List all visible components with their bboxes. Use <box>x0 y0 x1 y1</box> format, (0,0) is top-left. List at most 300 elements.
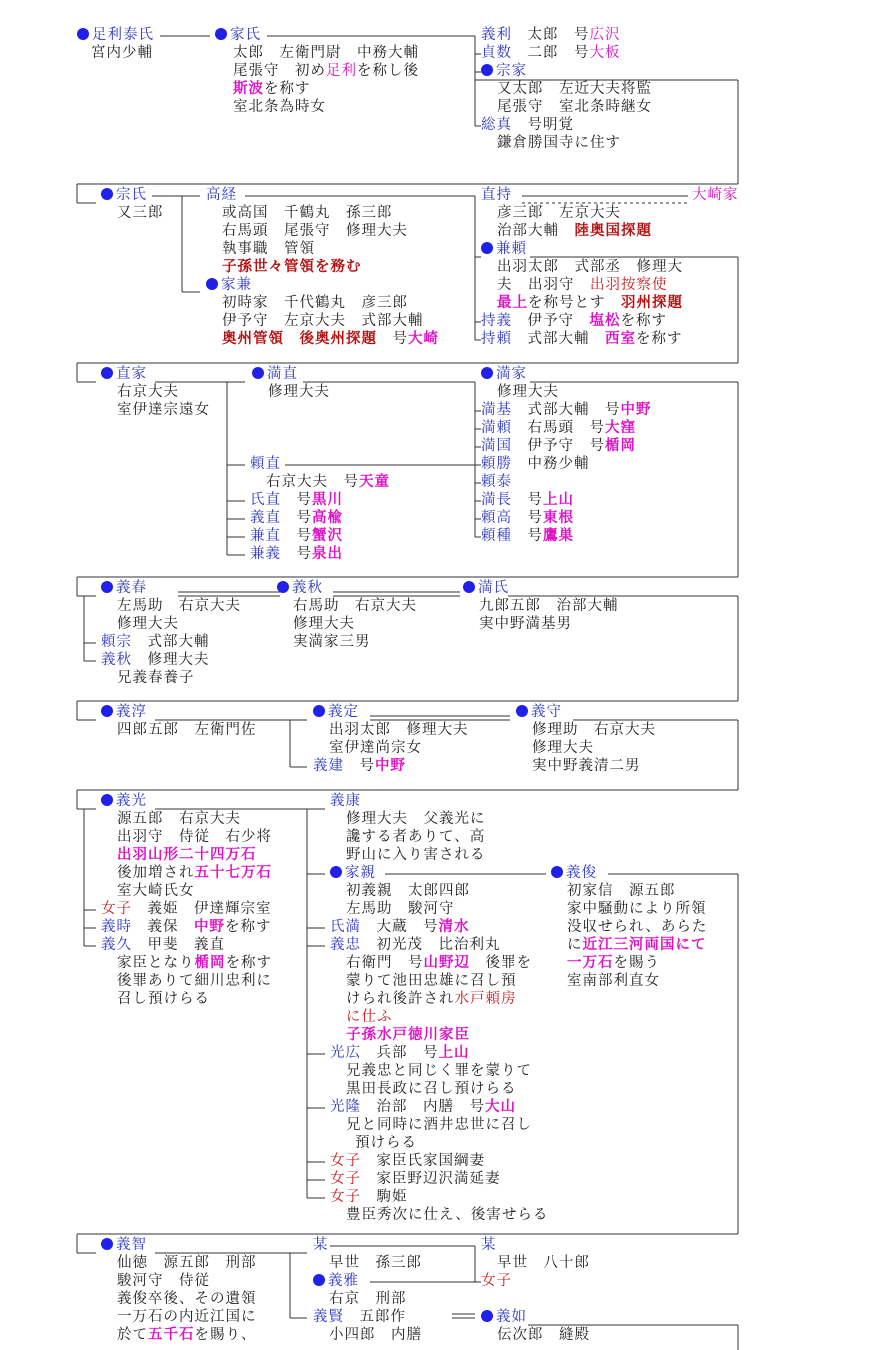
tree-entry <box>117 670 195 687</box>
entry-text: 彦三郎 左京大夫 <box>497 205 621 221</box>
entry-text: 東根 <box>543 510 574 526</box>
tree-entry <box>215 27 261 44</box>
tree-entry <box>346 829 485 846</box>
entry-text: を賜う <box>613 955 660 971</box>
entry-text: 源五郎 右京大夫 <box>117 811 241 827</box>
tree-entry <box>252 366 298 383</box>
entry-text: 初光茂 比治利丸 <box>361 937 501 953</box>
tree-entry <box>233 63 419 80</box>
tree-entry <box>567 937 707 954</box>
entry-text: 右馬助 右京大夫 <box>293 598 417 614</box>
entry-text: 西室 <box>605 331 636 347</box>
tree-entry <box>497 223 652 240</box>
person-name: 義康 <box>330 793 361 809</box>
person-name: 頼種 <box>481 528 512 544</box>
tree-entry <box>497 135 621 152</box>
entry-text: 太郎 左衛門尉 中務大輔 <box>233 45 419 61</box>
person-name: 宗氏 <box>116 187 147 203</box>
entry-text: 実満家三男 <box>293 634 371 650</box>
tree-entry <box>101 652 210 669</box>
entry-text: 没収せられ、あらた <box>567 919 708 935</box>
person-name: 総真 <box>481 117 512 133</box>
tree-entry <box>222 313 424 330</box>
tree-entry <box>481 438 636 455</box>
tree-entry <box>346 883 470 900</box>
tree-entry <box>250 528 343 545</box>
entry-text: 清水 <box>438 919 470 935</box>
person-name: 直持 <box>481 187 512 203</box>
tree-entry <box>346 1009 393 1026</box>
tree-entry <box>101 580 147 597</box>
person-dot-icon <box>101 1238 113 1250</box>
tree-entry <box>330 865 376 882</box>
person-dot-icon <box>551 866 563 878</box>
tree-entry <box>206 277 252 294</box>
person-name: 兼義 <box>250 546 281 562</box>
tree-entry <box>497 99 652 116</box>
person-name: 光広 <box>330 1045 361 1061</box>
tree-entry <box>329 1291 407 1308</box>
entry-text: 鷹巣 <box>543 528 574 544</box>
entry-text: 家臣氏家国綱妻 <box>361 1153 485 1169</box>
entry-text: 伊予守 左京大夫 式部大輔 <box>222 313 424 329</box>
entry-text: 右馬頭 尾張守 修理大夫 <box>222 223 408 239</box>
entry-text: 大窪 <box>605 420 636 436</box>
tree-entry <box>250 456 281 473</box>
entry-text: 初義親 太郎四郎 <box>346 883 470 899</box>
entry-text: 水戸頼房 <box>454 991 517 1007</box>
entry-text: 鎌倉勝国寺に住す <box>497 135 621 151</box>
entry-text: 蟹沢 <box>312 528 343 544</box>
entry-text: 室南部利直女 <box>567 973 660 989</box>
entry-text: 女子 <box>101 901 132 917</box>
tree-entry <box>91 45 153 62</box>
tree-entry <box>233 45 419 62</box>
entry-text: 家臣野辺沢満延妻 <box>361 1171 501 1187</box>
entry-text: 太郎 号 <box>512 27 590 43</box>
tree-entry <box>346 955 532 972</box>
person-name: 某 <box>313 1237 329 1253</box>
person-name: 義秋 <box>292 580 323 596</box>
entry-text: 号 <box>281 546 312 562</box>
entry-text: 最上 <box>497 295 528 311</box>
entry-text: 尾張守 室北条時継女 <box>497 99 652 115</box>
tree-entry <box>101 1237 147 1254</box>
tree-entry <box>101 919 272 936</box>
tree-entry <box>330 793 361 810</box>
tree-entry <box>117 847 257 864</box>
person-dot-icon <box>101 705 113 717</box>
person-dot-icon <box>481 367 493 379</box>
tree-entry <box>481 510 574 527</box>
tree-entry <box>329 1327 422 1344</box>
tree-entry <box>101 366 147 383</box>
tree-entry <box>313 704 359 721</box>
entry-text: 広沢 <box>589 27 621 43</box>
tree-entry <box>329 740 422 757</box>
tree-entry <box>330 1045 470 1062</box>
entry-text: 大板 <box>589 45 621 61</box>
tree-entry <box>330 1099 516 1116</box>
entry-text: 仙徳 源五郎 刑部 <box>117 1255 257 1271</box>
tree-entry <box>222 331 439 348</box>
person-name: 義建 <box>313 758 344 774</box>
tree-entry <box>481 492 574 509</box>
entry-text: に <box>567 937 583 953</box>
entry-text: 式部大輔 <box>512 331 605 347</box>
tree-entry <box>481 63 527 80</box>
entry-text: 大蔵 号 <box>361 919 439 935</box>
entry-text: 右京大夫 <box>117 384 179 400</box>
person-name: 頼直 <box>250 456 281 472</box>
entry-text: 陸奥国探題 <box>574 223 652 239</box>
tree-entry <box>551 865 597 882</box>
entry-text: 義俊卒後、その遺領 <box>117 1291 257 1307</box>
person-dot-icon <box>463 581 475 593</box>
tree-entry <box>497 1327 590 1344</box>
person-name: 義忠 <box>330 937 361 953</box>
tree-entry <box>346 1207 548 1224</box>
tree-entry <box>481 366 527 383</box>
person-dot-icon <box>101 188 113 200</box>
tree-entry <box>497 295 683 312</box>
entry-text: 塩松 <box>589 313 621 329</box>
entry-text: 室伊達宗遠女 <box>117 402 210 418</box>
person-name: 義雅 <box>328 1273 359 1289</box>
tree-entry <box>117 1327 257 1344</box>
person-name: 家親 <box>345 865 376 881</box>
tree-entry <box>250 510 343 527</box>
entry-text: 奥州管領 後奥州探題 <box>222 331 393 347</box>
tree-entry <box>481 528 574 545</box>
entry-text: 四郎五郎 左衛門佐 <box>117 722 257 738</box>
tree-entry <box>346 1117 532 1134</box>
entry-text: 一万石 <box>567 955 614 971</box>
entry-text: 野山に入り害される <box>346 847 486 863</box>
person-name: 宗家 <box>496 63 527 79</box>
tree-entry <box>567 901 707 918</box>
person-name: 頼勝 <box>481 456 512 472</box>
entry-text: 泉出 <box>312 546 343 562</box>
entry-text: 式部大輔 号 <box>512 402 621 418</box>
entry-text: 出羽守 侍従 右少将 <box>117 829 272 845</box>
tree-entry <box>479 616 572 633</box>
person-name: 家兼 <box>221 277 252 293</box>
entry-text: 楯岡 <box>605 438 636 454</box>
entry-text: 執事職 管領 <box>222 241 315 257</box>
entry-text: 豊臣秀次に仕え、後害せらる <box>346 1207 549 1223</box>
entry-text: 女子 <box>481 1273 512 1289</box>
tree-entry <box>117 598 241 615</box>
person-name: 高経 <box>206 187 237 203</box>
entry-text: 出羽按察使 <box>590 277 668 293</box>
tree-entry <box>346 1027 470 1044</box>
person-name: 満氏 <box>478 580 509 596</box>
entry-text: 於て <box>117 1327 148 1343</box>
entry-text: 天童 <box>359 474 390 490</box>
person-name: 満長 <box>481 492 512 508</box>
tree-entry <box>268 384 330 401</box>
entry-text: 右馬頭 号 <box>512 420 605 436</box>
entry-text: 中野 <box>620 402 652 418</box>
tree-entry <box>277 580 323 597</box>
entry-text: に仕ふ <box>346 1009 393 1025</box>
tree-entry <box>481 1237 497 1254</box>
tree-entry <box>481 1309 527 1326</box>
tree-entry <box>481 474 512 491</box>
tree-entry <box>481 45 621 62</box>
entry-text: を称す <box>225 955 272 971</box>
entry-text: 女子 <box>330 1153 361 1169</box>
entry-text: を称し後 <box>357 63 419 79</box>
entry-text: 治部 内膳 号 <box>361 1099 485 1115</box>
tree-entry <box>497 1255 590 1272</box>
tree-entry <box>346 901 455 918</box>
tree-entry <box>481 456 590 473</box>
tree-entry <box>481 331 683 348</box>
tree-entry <box>233 81 311 98</box>
person-name: 満家 <box>496 366 527 382</box>
tree-entry <box>293 598 417 615</box>
tree-entry <box>346 973 517 990</box>
tree-entry <box>330 937 501 954</box>
person-name: 義俊 <box>566 865 597 881</box>
tree-entry <box>481 420 636 437</box>
entry-text: 治部大輔 <box>497 223 575 239</box>
person-name: 兼頼 <box>496 241 527 257</box>
person-name: 義久 <box>101 937 132 953</box>
entry-text: 早世 孫三郎 <box>329 1255 422 1271</box>
entry-text: 左馬助 駿河守 <box>346 901 455 917</box>
entry-text: 子孫世々管領を務む <box>222 259 362 275</box>
entry-text: 室伊達尚宗女 <box>329 740 422 756</box>
tree-entry <box>497 81 652 98</box>
entry-text: 初家信 源五郎 <box>567 883 676 899</box>
entry-text: 夫 出羽守 <box>497 277 590 293</box>
person-name: 某 <box>481 1237 497 1253</box>
entry-text: 号 <box>281 528 312 544</box>
person-name: 義時 <box>101 919 132 935</box>
entry-text: 後罪を <box>470 955 532 971</box>
tree-entry <box>497 384 559 401</box>
entry-text: 号 <box>392 331 408 347</box>
tree-entry <box>117 955 272 972</box>
person-dot-icon <box>313 705 325 717</box>
tree-entry <box>516 704 562 721</box>
entry-text: 家臣となり <box>117 955 195 971</box>
entry-text: 室大崎氏女 <box>117 883 195 899</box>
entry-text: 号 <box>512 510 543 526</box>
tree-entry <box>329 1255 422 1272</box>
tree-entry <box>567 883 676 900</box>
entry-text: 或高国 千鶴丸 孫三郎 <box>222 205 393 221</box>
tree-entry <box>101 187 147 204</box>
entry-text: を称す <box>636 331 683 347</box>
tree-entry <box>497 259 683 276</box>
entry-text: 家中騒動により所領 <box>567 901 707 917</box>
entry-text: 又三郎 <box>117 205 164 221</box>
entry-text: 兵部 号 <box>361 1045 439 1061</box>
tree-entry <box>346 991 517 1008</box>
entry-text: 出羽太郎 式部丞 修理大 <box>497 259 683 275</box>
entry-text: を称す <box>225 919 272 935</box>
tree-entry <box>101 937 225 954</box>
entry-text: 号 <box>281 510 312 526</box>
person-name: 満直 <box>267 366 298 382</box>
tree-entry <box>346 811 486 828</box>
entry-text: 黒田長政に召し預けらる <box>346 1081 517 1097</box>
entry-text: 号 <box>344 758 375 774</box>
person-name: 持義 <box>481 313 512 329</box>
person-name: 義利 <box>481 27 512 43</box>
person-name: 家氏 <box>230 27 261 43</box>
entry-text: 駒姫 <box>361 1189 408 1205</box>
tree-entry <box>117 722 257 739</box>
person-dot-icon <box>77 28 89 40</box>
entry-text: 上山 <box>438 1045 470 1061</box>
entry-text: 楯岡 <box>194 955 226 971</box>
tree-entry <box>329 722 469 739</box>
entry-text: 中野 <box>194 919 225 935</box>
tree-entry <box>532 740 594 757</box>
tree-entry <box>101 634 210 651</box>
tree-entry <box>117 811 241 828</box>
entry-text: 五郎作 <box>344 1309 406 1325</box>
entry-text: 女子 <box>330 1189 361 1205</box>
person-name: 義守 <box>531 704 562 720</box>
entry-text: 早世 八十郎 <box>497 1255 590 1271</box>
person-dot-icon <box>516 705 528 717</box>
person-name: 義定 <box>328 704 359 720</box>
entry-text: 伊予守 号 <box>512 438 605 454</box>
tree-entry <box>222 259 362 276</box>
person-name: 満頼 <box>481 420 512 436</box>
entry-text: 後加増され <box>117 865 195 881</box>
person-name: 貞数 <box>481 45 512 61</box>
entry-text: 召し預けらる <box>117 991 210 1007</box>
tree-entry <box>567 919 707 936</box>
entry-text: 斯波 <box>233 81 264 97</box>
entry-text: 中野 <box>375 758 406 774</box>
tree-entry <box>250 546 343 563</box>
tree-entry <box>101 793 147 810</box>
tree-entry <box>330 1153 485 1170</box>
person-dot-icon <box>101 794 113 806</box>
entry-text: 兄義春養子 <box>117 670 195 686</box>
person-name: 義淳 <box>116 704 147 720</box>
tree-entry <box>117 616 179 633</box>
person-dot-icon <box>481 64 493 76</box>
tree-entry <box>497 205 621 222</box>
entry-text: 近江三河両国にて <box>582 937 707 953</box>
person-name: 義賢 <box>313 1309 344 1325</box>
tree-entry <box>481 27 621 44</box>
tree-entry <box>567 973 660 990</box>
entry-text: 初時家 千代鶴丸 彦三郎 <box>222 295 408 311</box>
entry-text: 実中野義清二男 <box>532 758 641 774</box>
tree-entry <box>101 901 272 918</box>
tree-entry <box>479 598 619 615</box>
person-name: 持頼 <box>481 331 512 347</box>
person-name: 義春 <box>116 580 147 596</box>
tree-entry <box>206 187 237 204</box>
entry-text: 甲斐 義直 <box>132 937 225 953</box>
tree-entry <box>692 187 739 204</box>
tree-entry <box>463 580 509 597</box>
person-name: 氏満 <box>330 919 361 935</box>
entry-text: 大崎 <box>408 331 439 347</box>
tree-entry <box>532 722 656 739</box>
entry-text: 大山 <box>485 1099 516 1115</box>
tree-entry <box>313 1237 329 1254</box>
entry-text: けられ後許され <box>346 991 455 1007</box>
entry-text: 山野辺 <box>423 955 470 971</box>
person-name: 足利泰氏 <box>92 27 154 43</box>
person-dot-icon <box>215 28 227 40</box>
entry-text: 右京大夫 号 <box>266 474 359 490</box>
tree-entry <box>330 919 470 936</box>
person-dot-icon <box>330 866 342 878</box>
entry-text: 二郎 号 <box>512 45 590 61</box>
tree-entry <box>101 704 147 721</box>
entry-text: 義姫 伊達輝宗室 <box>132 901 272 917</box>
tree-entry <box>481 187 512 204</box>
person-name: 義直 <box>250 510 281 526</box>
tree-entry <box>117 1273 210 1290</box>
entry-text: 蒙りて池田忠雄に召し預 <box>346 973 517 989</box>
entry-text: 修理大夫 <box>132 652 210 668</box>
entry-text: 修理大夫 <box>117 616 179 632</box>
entry-text: 一万石の内近江国に <box>117 1309 257 1325</box>
person-dot-icon <box>101 367 113 379</box>
tree-entry <box>497 277 668 294</box>
entry-text: 義保 <box>132 919 194 935</box>
person-name: 兼直 <box>250 528 281 544</box>
person-dot-icon <box>252 367 264 379</box>
tree-entry <box>117 402 210 419</box>
entry-text: 修理大夫 <box>293 616 355 632</box>
person-name: 頼宗 <box>101 634 132 650</box>
tree-entry <box>330 1189 408 1206</box>
tree-entry <box>117 384 179 401</box>
tree-entry <box>222 205 393 222</box>
person-name: 義秋 <box>101 652 132 668</box>
entry-text: 中務少輔 <box>512 456 590 472</box>
entry-text: 五十七万石 <box>194 865 272 881</box>
tree-entry <box>293 634 371 651</box>
entry-text: 修理大夫 <box>497 384 559 400</box>
tree-entry <box>313 758 406 775</box>
tree-entry <box>330 1171 501 1188</box>
person-name: 直家 <box>116 366 147 382</box>
entry-text: 駿河守 侍従 <box>117 1273 210 1289</box>
entry-text: 修理大夫 <box>268 384 330 400</box>
person-name: 氏直 <box>250 492 281 508</box>
entry-text: 高楡 <box>312 510 343 526</box>
tree-entry <box>222 223 408 240</box>
tree-entry <box>532 758 641 775</box>
tree-entry <box>266 474 390 491</box>
entry-text: 預けらる <box>355 1135 417 1151</box>
entry-text: 出羽太郎 修理大夫 <box>329 722 469 738</box>
entry-text: 上山 <box>543 492 574 508</box>
person-dot-icon <box>206 278 218 290</box>
tree-entry <box>117 1309 257 1326</box>
tree-entry <box>117 205 164 222</box>
person-dot-icon <box>101 581 113 593</box>
tree-entry <box>117 1255 257 1272</box>
tree-entry <box>313 1273 359 1290</box>
